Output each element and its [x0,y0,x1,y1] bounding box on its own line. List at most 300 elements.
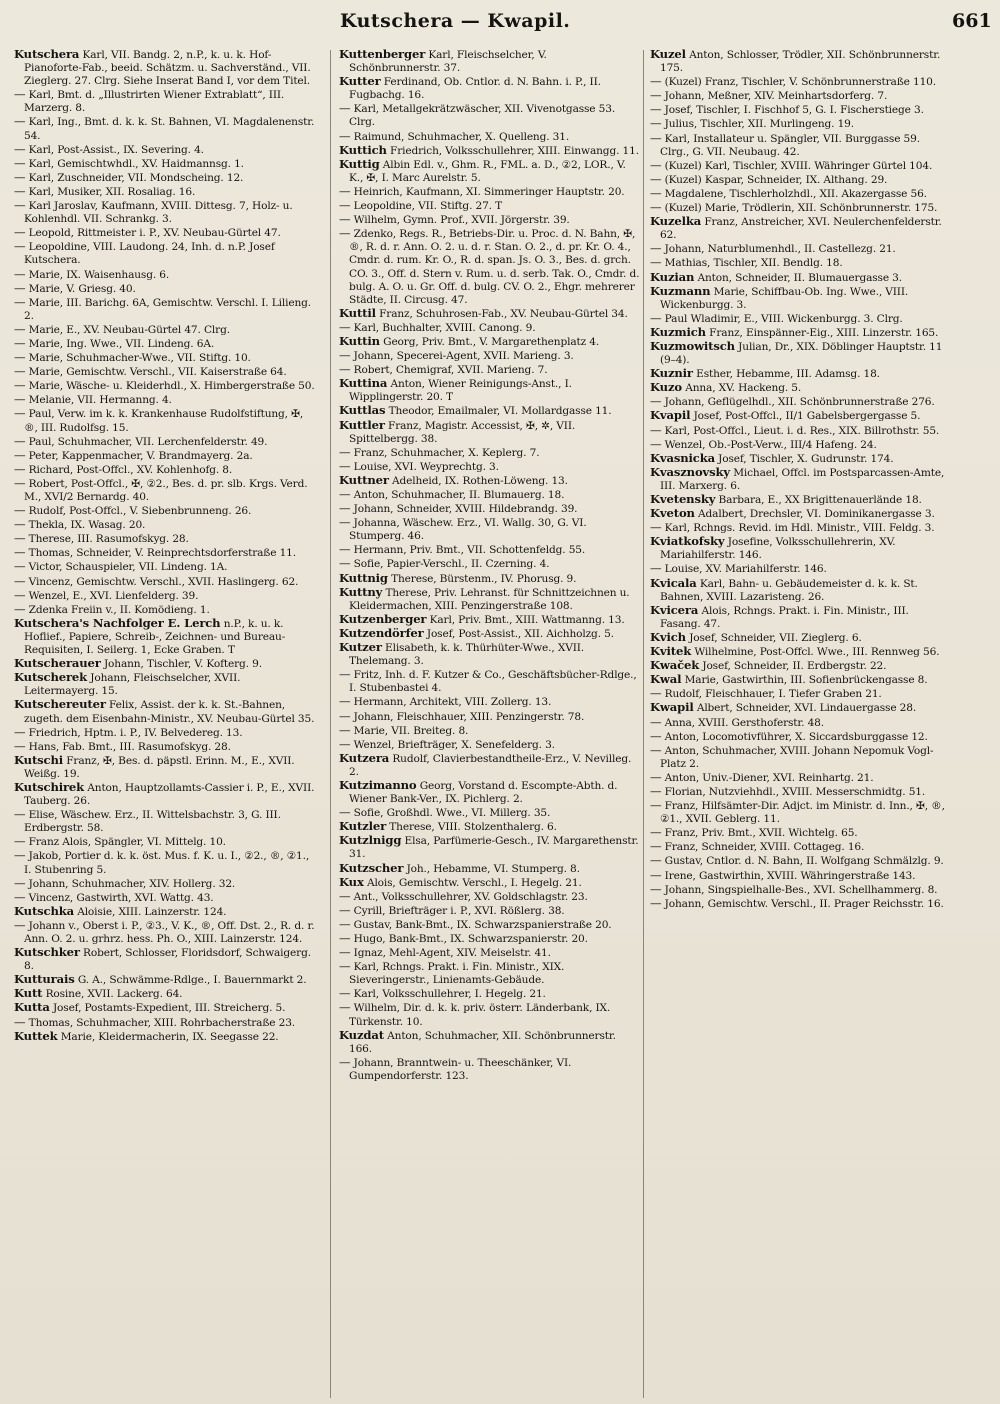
entry-details: Anna, XVIII. Gersthoferstr. 48. [664,716,824,729]
entry-details: Johann, Singspielhalle-Bes., XVI. Schellhammerg. 8. [664,883,938,896]
directory-entry [14,781,316,808]
directory-entry [14,849,316,876]
directory-entry [14,171,316,185]
entry-details: Marie, Schiffbau-Ob. Ing. Wwe., VIII. Wickenburgg. 3. [660,285,909,311]
directory-entry [14,1016,316,1030]
entry-dash: — [650,881,662,896]
directory-entry [339,572,641,586]
entry-details: Louise, XV. Mariahilferstr. 146. [664,563,827,576]
entry-surname: Kutschi [14,752,63,767]
entry-details: Johann, Fleischhauer, XIII. Penzingerstr. 78. [353,710,585,723]
directory-entry [339,668,641,695]
entry-surname: Kuttina [339,376,388,391]
entry-surname: Kuttny [339,584,383,599]
entry-details: Friedrich, Hptm. i. P., IV. Belvedereg. 13. [28,726,243,739]
directory-entry [14,919,316,946]
entry-dash: — [339,902,351,917]
entry-details: Marie, V. Griesg. 40. [28,282,136,295]
entry-details: Karl, Post-Offcl., Lieut. i. d. Res., XIX. Billrothstr. 55. [664,424,940,437]
entry-details: Hermann, Architekt, VIII. Zollerg. 13. [353,696,552,709]
entry-details: Rudolf, Post-Offcl., V. Siebenbrunneng. 26. [28,505,252,518]
entry-surname: Kvicala [650,575,697,590]
entry-surname: Kvich [650,629,686,644]
directory-entry [650,604,952,631]
directory-entry [339,144,641,158]
directory-entry [650,103,952,117]
entry-details: Anton, Schneider, II. Blumauergasse 3. [697,271,902,284]
entry-dash: — [650,185,662,200]
entry-details: Therese, Priv. Lehranst. für Schnittzeichnen u. Kleidermachen, XIII. Penzingerstraße 108. [349,586,630,612]
entry-details: Johanna, Wäschew. Erz., VI. Wallg. 30, G. VI. Stumperg. 46. [349,517,587,543]
directory-entry [339,185,641,199]
directory-entry [339,321,641,335]
directory-entry [339,446,641,460]
directory-entry [339,627,641,641]
directory-entry [339,752,641,779]
entry-details: (Kuzel) Franz, Tischler, V. Schönbrunnerstraße 110. [664,76,936,89]
entry-details: Marie, III. Barichg. 6A, Gemischtw. Verschl. I. Lilieng. 2. [24,296,311,322]
entry-surname: Kvitek [650,644,692,659]
entry-details: Robert, Schlosser, Floridsdorf, Schwaigerg. 8. [24,947,311,973]
directory-column-3 [650,48,952,1400]
entry-dash: — [14,378,26,393]
directory-entry [650,687,952,701]
entry-surname: Kutzscher [339,860,404,875]
entry-dash: — [650,394,662,409]
entry-surname: Kuzel [650,48,686,61]
directory-entry [339,227,641,307]
entry-dash: — [650,436,662,451]
entry-details: Albin Edl. v., Ghm. R., FML. a. D., ②2, LOR., V. K., ✠, I. Marc Aurelstr. 5. [349,158,626,184]
entry-dash: — [339,1054,351,1069]
entry-dash: — [339,183,351,198]
directory-entry [339,862,641,876]
entry-details: Thomas, Schneider, V. Reinprechtsdorferstraße 11. [28,547,296,560]
entry-details: Karl, Zuschneider, VII. Mondscheing. 12. [28,171,244,184]
entry-details: Zdenka Freiin v., II. Komödieng. 1. [28,603,210,616]
entry-details: Anton, Schuhmacher, XII. Schönbrunnerstr. 166. [349,1029,616,1055]
entry-details: Gustav, Cntlor. d. N. Bahn, II. Wolfgang Schmälzlg. 9. [664,855,944,868]
entry-surname: Kuttin [339,333,380,348]
entry-dash: — [650,171,662,186]
directory-entry [650,535,952,562]
entry-details: Marie, Gemischtw. Verschl., VII. Kaiserstraße 64. [28,366,287,379]
entry-details: Karl, Gemischtwhdl., XV. Haidmannsg. 1. [28,157,244,170]
directory-entry [650,659,952,673]
entry-dash: — [14,280,26,295]
directory-entry [339,918,641,932]
directory-entry [650,771,952,785]
entry-details: Aloisie, XIII. Lainzerstr. 124. [77,905,227,918]
entry-details: Elisabeth, k. k. Thürhüter-Wwe., XVII. Thelemang. 3. [349,642,585,668]
page-number: 661 [952,10,992,32]
directory-entry [14,143,316,157]
entry-details: Franz, ✠, Bes. d. päpstl. Erinn. M., E., XVII. Weißg. 19. [24,754,295,780]
directory-entry [339,641,641,668]
directory-entry [650,326,952,340]
directory-entry [14,365,316,379]
directory-entry [339,724,641,738]
directory-column-1 [14,48,316,1400]
directory-entry [339,516,641,543]
directory-entry [14,698,316,725]
directory-entry [14,560,316,574]
directory-entry [339,890,641,904]
directory-entry [339,904,641,918]
directory-entry [14,199,316,226]
entry-details: Wenzel, Ob.-Post-Verw., III/4 Hafeng. 24. [664,438,877,451]
entry-details: Paul Wladimir, E., VIII. Wickenburgg. 3. Clrg. [664,312,903,325]
entry-details: Georg, Vorstand d. Escompte-Abth. d. Wiener Bank-Ver., IX. Pichlerg. 2. [349,779,618,806]
entry-dash: — [14,183,26,198]
entry-dash: — [14,503,26,518]
entry-details: Felix, Assist. der k. k. St.-Bahnen, zugeth. dem Eisenbahn-Ministr., XV. Neubau-Gürtel 35. [24,699,315,725]
entry-dash: — [14,807,26,822]
entry-dash: — [650,310,662,325]
entry-surname: Kutzera [339,750,390,765]
entry-dash: — [14,517,26,532]
entry-details: Heinrich, Kaufmann, XI. Simmeringer Hauptstr. 20. [353,185,625,198]
entry-details: Raimund, Schuhmacher, X. Quelleng. 31. [353,130,570,143]
directory-entry [650,673,952,687]
entry-surname: Kuzelka [650,214,702,229]
directory-entry [339,738,641,752]
entry-details: Magdalene, Tischlerholzhdl., XII. Akazergasse 56. [664,187,927,200]
directory-entry [650,340,952,367]
directory-entry [650,466,952,493]
entry-dash: — [14,475,26,490]
entry-surname: Kutschereuter [14,697,106,712]
entry-details: Mathias, Tischler, XII. Bendlg. 18. [664,257,843,270]
entry-dash: — [14,225,26,240]
entry-dash: — [14,114,26,129]
entry-dash: — [339,444,351,459]
directory-entry [14,754,316,781]
entry-details: Ferdinand, Ob. Cntlor. d. N. Bahn. i. P., II. Fugbachg. 16. [349,76,601,102]
entry-details: Josef, Post-Offcl., II/1 Gabelsbergergasse 5. [693,410,921,423]
entry-dash: — [339,348,351,363]
entry-surname: Kutzenberger [339,611,427,626]
entry-details: Karl, Buchhalter, XVIII. Canong. 9. [353,321,536,334]
directory-entry [14,657,316,671]
directory-entry [14,48,316,88]
directory-entry [14,407,316,434]
entry-dash: — [650,742,662,757]
entry-dash: — [339,931,351,945]
entry-dash: — [339,736,351,751]
entry-details: Anton, Schlosser, Trödler, XII. Schönbrunnerstr. 175. [660,49,941,75]
entry-surname: Kuzmowitsch [650,338,735,353]
entry-surname: Kux [339,874,364,889]
entry-details: Franz, Schuhrosen-Fab., XV. Neubau-Gürtel 34. [379,307,628,320]
entry-details: Theodor, Emailmaler, VI. Mollardgasse 11. [388,405,612,418]
directory-entry [339,779,641,806]
entry-dash: — [650,520,662,535]
entry-surname: Kutzer [339,640,382,655]
entry-surname: Kutschera's Nachfolger E. Lerch [14,615,221,630]
directory-entry [14,379,316,393]
entry-surname: Kutturais [14,972,75,987]
directory-entry [650,521,952,535]
entry-dash: — [14,87,26,102]
entry-details: Anna, XV. Hackeng. 5. [685,382,802,395]
directory-entry [339,613,641,627]
entry-surname: Kutschker [14,945,80,960]
entry-details: Albert, Schneider, XVI. Lindauergasse 28. [696,702,917,715]
entry-dash: — [339,1000,351,1015]
directory-entry [650,507,952,521]
entry-details: Marie, Wäsche- u. Kleiderhdl., X. Himbergerstraße 50. [28,380,315,393]
directory-entry [14,877,316,891]
entry-details: Esther, Hebamme, III. Adamsg. 18. [696,368,880,381]
entry-details: Hugo, Bank-Bmt., IX. Schwarzspanierstr. 20. [353,933,588,945]
entry-dash: — [339,226,351,241]
entry-dash: — [14,875,26,890]
entry-dash: — [339,515,351,530]
entry-details: Peter, Kappenmacher, V. Brandmayerg. 2a. [28,449,253,462]
directory-entry [650,452,952,466]
entry-surname: Kutscherek [14,670,88,685]
directory-entry [339,1029,641,1056]
entry-details: Fritz, Inh. d. F. Kutzer & Co., Geschäftsbücher-Rdlge., I. Stubenbastei 4. [349,669,637,695]
directory-entry [339,349,641,363]
entry-details: Karl, Post-Assist., IX. Severing. 4. [28,143,204,156]
entry-details: (Kuzel) Karl, Tischler, XVIII. Währinger Gürtel 104. [664,159,933,172]
entry-dash: — [14,239,26,254]
directory-entry [339,987,641,1001]
entry-surname: Kutta [14,1000,50,1015]
directory-entry [339,335,641,349]
directory-entry [650,840,952,854]
entry-details: Karl, Fleischselcher, V. Schönbrunnerstr. 37. [349,49,547,75]
entry-surname: Kutscherauer [14,656,101,671]
entry-details: Wenzel, Briefträger, X. Senefelderg. 3. [353,738,555,751]
entry-details: Marie, Kleidermacherin, IX. Seegasse 22. [60,1030,279,1043]
entry-surname: Kutschirek [14,779,85,794]
directory-entry [14,268,316,282]
entry-details: Johann, Schneider, XVIII. Hildebrandg. 39. [353,503,578,516]
entry-details: Wilhelmine, Post-Offcl. Wwe., III. Rennweg 56. [694,646,940,659]
directory-entry [339,102,641,129]
entry-details: Karl, Bmt. d. „Illustrirten Wiener Extrablatt“, III. Marzerg. 8. [24,89,285,115]
entry-dash: — [650,839,662,854]
entry-details: Therese, VIII. Stolzenthalerg. 6. [389,821,557,834]
entry-details: Georg, Priv. Bmt., V. Margarethenplatz 4. [383,335,600,348]
directory-entry [339,363,641,377]
entry-dash: — [14,559,26,574]
entry-dash: — [650,825,662,840]
directory-entry [14,740,316,754]
directory-entry [650,438,952,452]
entry-details: Thekla, IX. Wasag. 20. [28,519,146,532]
directory-entry [14,477,316,504]
entry-dash: — [14,724,26,739]
entry-details: Louise, XVI. Weyprechtg. 3. [353,460,499,473]
directory-entry [650,645,952,659]
entry-details: (Kuzel) Kaspar, Schneider, IX. Althang. 29. [664,173,888,186]
entry-details: Therese, Bürstenm., IV. Phorusg. 9. [391,572,577,585]
entry-dash: — [339,501,351,516]
entry-dash: — [339,694,351,709]
directory-entry [14,905,316,919]
directory-entry [650,493,952,507]
entry-dash: — [14,573,26,588]
entry-surname: Kwapil [650,700,694,715]
directory-entry [650,381,952,395]
directory-entry [650,562,952,576]
directory-entry [14,115,316,142]
directory-entry [14,463,316,477]
entry-dash: — [339,212,351,227]
entry-details: G. A., Schwämme-Rdlge., I. Bauernmarkt 2. [77,974,307,987]
entry-surname: Kutzendörfer [339,625,424,640]
directory-entry [339,946,641,960]
directory-column-2 [339,48,641,1400]
entry-surname: Kuttlas [339,403,386,418]
entry-dash: — [339,198,351,213]
directory-entry [339,404,641,418]
directory-entry [14,575,316,589]
entry-dash: — [650,116,662,131]
entry-dash: — [650,867,662,882]
entry-details: Franz, Schuhmacher, X. Keplerg. 7. [353,446,540,459]
entry-surname: Kuttig [339,156,380,171]
directory-entry [650,201,952,215]
directory-entry [339,1056,641,1083]
entry-dash: — [14,141,26,156]
entry-details: Hermann, Priv. Bmt., VII. Schottenfeldg. 55. [353,544,586,557]
entry-details: Franz, Schneider, XVIII. Cottageg. 16. [664,841,865,854]
entry-dash: — [14,294,26,309]
page-title: Kutschera — Kwapil. [340,10,571,32]
entry-details: Alois, Gemischtw. Verschl., I. Hegelg. 21. [366,876,582,889]
directory-entry [650,854,952,868]
directory-entry [14,88,316,115]
directory-entry [14,946,316,973]
entry-dash: — [650,714,662,729]
entry-details: Thomas, Schuhmacher, XIII. Rohrbacherstraße 23. [28,1016,295,1029]
entry-details: Franz Alois, Spängler, VI. Mittelg. 10. [28,836,226,849]
entry-details: Franz, Magistr. Accessist, ✠, ✲, VII. Spittelbergg. 38. [349,419,576,445]
directory-entry [339,199,641,213]
directory-entry [339,307,641,321]
directory-entry [339,710,641,724]
entry-details: Zdenko, Regs. R., Betriebs-Dir. u. Proc. d. N. Bahn, ✠, ®, R. d. r. Ann. O. 2. u. d. r. Stan. O. 2., d. pr. Kr. O. 4., Cmdr. d. rum. Kr. O., R. d. span. Js. O. 3., Bes. d. grch. CO. 3., Off. d. Stern v. Rum. u. d. serb. Tak. O., Cmdr. d. bulg. A. O. u. Gr. Off. d. bulg. CV. O. 2., Ehgr. mehrerer Städte, II. Circusg. 47. [349,228,640,306]
entry-details: Richard, Post-Offcl., XV. Kohlenhofg. 8. [28,463,233,476]
entry-details: Hans, Fab. Bmt., III. Rasumofskyg. 28. [28,740,231,753]
entry-details: Josef, Schneider, VII. Zieglerg. 6. [689,631,862,644]
entry-details: n.P., k. u. k. Hoflief., Papiere, Schreib-, Zeichnen- und Bureau-Requisiten, I. Seilerg. 1, Ecke Graben. T [24,617,286,657]
entry-surname: Kvetensky [650,492,716,506]
directory-entry [14,351,316,365]
entry-dash: — [14,169,26,184]
entry-dash: — [14,889,26,904]
entry-surname: Kwal [650,672,682,687]
directory-entry [14,532,316,546]
entry-dash: — [650,241,662,256]
directory-entry [14,157,316,171]
entry-surname: Kutzimanno [339,777,417,792]
directory-entry [339,586,641,613]
directory-entry [650,256,952,270]
entry-surname: Kuzmich [650,324,706,339]
directory-entry [14,835,316,849]
entry-details: Josefine, Volksschullehrerin, XV. Mariahilferstr. 146. [660,536,896,562]
entry-dash: — [650,769,662,784]
entry-details: Anton, Locomotivführer, X. Siccardsburggasse 12. [664,730,928,743]
entry-dash: — [14,738,26,753]
entry-dash: — [339,362,351,377]
entry-details: Vincenz, Gastwirth, XVI. Wattg. 43. [28,891,214,904]
entry-surname: Kuznir [650,366,693,381]
directory-entry [650,89,952,103]
directory-entry [339,876,641,890]
entry-dash: — [14,392,26,407]
column-divider [330,50,331,1398]
directory-entry [14,671,316,698]
entry-details: Josef, Schneider, II. Erdbergstr. 22. [702,660,887,673]
entry-dash: — [650,130,662,145]
directory-entry [14,546,316,560]
directory-entry [339,213,641,227]
directory-entry [650,173,952,187]
entry-dash: — [339,319,351,334]
entry-details: Julian, Dr., XIX. Döblinger Hauptstr. 11 (9–4). [660,340,943,367]
entry-details: Franz, Priv. Bmt., XVII. Wichtelg. 65. [664,827,858,840]
directory-entry [14,323,316,337]
entry-surname: Kutt [14,986,43,1001]
entry-details: Therese, III. Rasumofskyg. 28. [28,533,189,546]
entry-details: Joh., Hebamme, VI. Stumperg. 8. [406,862,580,875]
entry-surname: Kvicera [650,602,699,617]
entry-details: Johann, Fleischselcher, XVII. Leitermayerg. 15. [24,672,241,698]
entry-dash: — [650,561,662,576]
entry-details: Marie, IX. Waisenhausg. 6. [28,268,170,281]
entry-surname: Kutzler [339,819,387,834]
entry-surname: Kvapil [650,408,691,423]
directory-entry [14,337,316,351]
entry-dash: — [650,728,662,743]
entry-details: Alois, Rchngs. Prakt. i. Fin. Ministr., III. Fasang. 47. [660,604,909,630]
entry-surname: Kuttler [339,417,385,432]
entry-surname: Kuzmann [650,283,711,298]
entry-surname: Kvasnicka [650,450,715,465]
entry-surname: Kutter [339,74,381,89]
entry-dash: — [14,545,26,560]
entry-dash: — [14,364,26,379]
directory-entry [14,282,316,296]
entry-details: Anton, Wiener Reinigungs-Anst., I. Wipplingerstr. 20. T [349,378,572,404]
directory-entry [14,185,316,199]
entry-surname: Kuttek [14,1028,58,1043]
directory-entry [14,808,316,835]
directory-entry [14,1001,316,1015]
directory-entry [14,603,316,617]
directory-entry [650,424,952,438]
entry-surname: Kutschera [14,48,80,61]
directory-entry [14,449,316,463]
directory-entry [14,973,316,987]
directory-entry [14,1030,316,1044]
entry-details: Josef, Tischler, X. Gudrunstr. 174. [718,452,894,465]
entry-surname: Kuttil [339,305,376,320]
entry-details: Josef, Postamts-Expedient, III. Streicherg. 5. [52,1002,286,1015]
directory-entry [650,367,952,381]
directory-entry [14,435,316,449]
entry-dash: — [14,461,26,476]
entry-details: Barbara, E., XX Brigittenauerlände 18. [718,494,922,506]
entry-surname: Kvasznovsky [650,464,730,479]
